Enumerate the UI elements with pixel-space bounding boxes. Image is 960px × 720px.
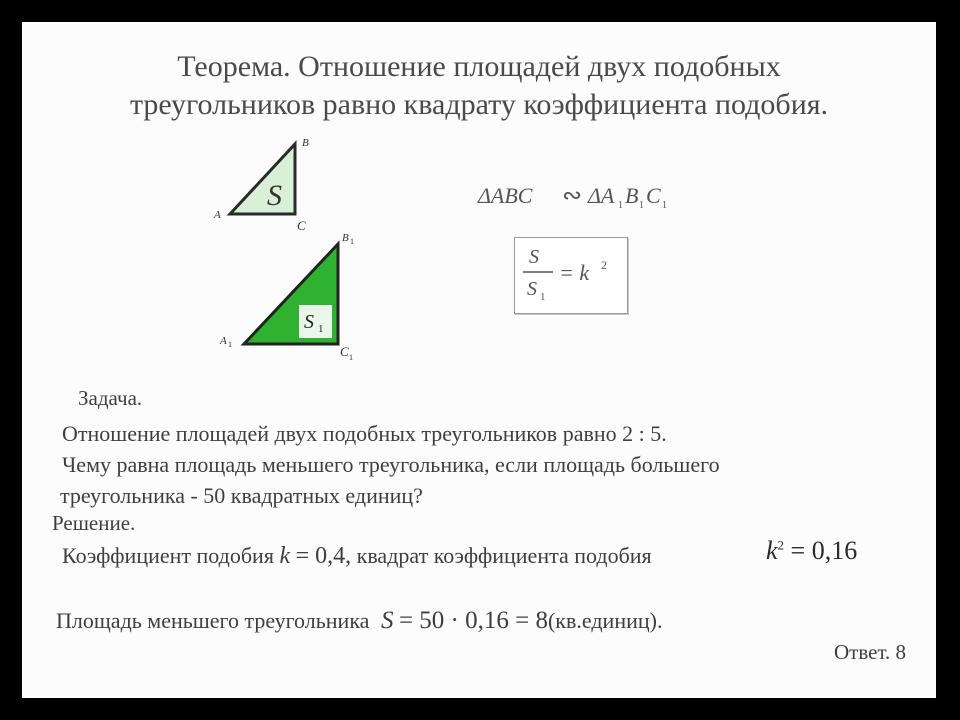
area-unit: (кв.единиц). [547,608,663,633]
small-vertex-b: B [302,137,309,149]
small-triangle-area-label: S [267,179,282,212]
square-power: 2 [777,537,785,553]
theorem-title-line1: Теорема. Отношение площадей двух подобных [177,50,781,83]
similarity-symbol: ∾ [562,183,583,209]
large-vertex-a-sub: 1 [228,340,232,349]
answer: Ответ. 8 [834,640,907,664]
similarity-statement [477,183,667,211]
square-value: = 0,16 [790,536,858,565]
square-formula [766,536,857,566]
coefficient-text: Коэффициент подобия [62,543,274,568]
area-ratio-formula-box [514,237,628,314]
solution-heading: Решение. [52,511,136,535]
similarity-b: B [625,183,639,208]
similarity-sub-a: 1 [618,200,623,211]
small-vertex-a: A [214,209,221,221]
similarity-c: C [646,183,661,208]
problem-line-3: треугольника - 50 квадратных единиц? [60,483,423,508]
problem-heading: Задача. [78,386,143,410]
square-text: квадрат коэффициента подобия [356,543,652,568]
problem-line-2: Чему равна площадь меньшего треугольника, если площадь большего [62,452,720,477]
coefficient-var: k [279,543,291,569]
problem-line-1: Отношение площадей двух подобных треугольников равно 2 : 5. [62,421,667,446]
large-triangle-area-sub: 1 [318,323,324,335]
large-triangle-area-label: S [304,311,314,333]
large-vertex-c: C [340,344,349,359]
formula-denominator-sub: 1 [540,291,546,303]
area-expression: = 50 · 0,16 = 8 [398,607,548,634]
formula-denominator: S [527,278,537,300]
area-ratio-formula [515,238,627,313]
formula-power: 2 [601,258,607,272]
area-var: S [380,607,394,634]
similarity-sub-c: 1 [662,200,667,211]
slide [22,22,936,698]
large-vertex-b-sub: 1 [350,237,354,246]
small-triangle [230,144,295,214]
solution-coefficient-line [62,543,652,570]
triangles-figure [22,22,936,698]
similarity-left: ΔABC [478,183,533,208]
coefficient-value: = 0,4, [295,543,352,569]
area-text: Площадь меньшего треугольника [56,608,370,633]
solution-area-line [56,607,662,635]
small-vertex-c: C [297,218,306,233]
theorem-title-line2: треугольников равно квадрату коэффициента подобия. [129,88,829,121]
square-var: k [766,536,778,565]
large-vertex-c-sub: 1 [349,353,353,362]
large-vertex-a: A [220,335,227,347]
large-vertex-b: B [342,232,349,244]
formula-rhs: = k [559,260,590,285]
similarity-sub-b: 1 [639,200,644,211]
formula-numerator: S [529,246,539,268]
similarity-right-delta: ΔA [588,183,615,208]
